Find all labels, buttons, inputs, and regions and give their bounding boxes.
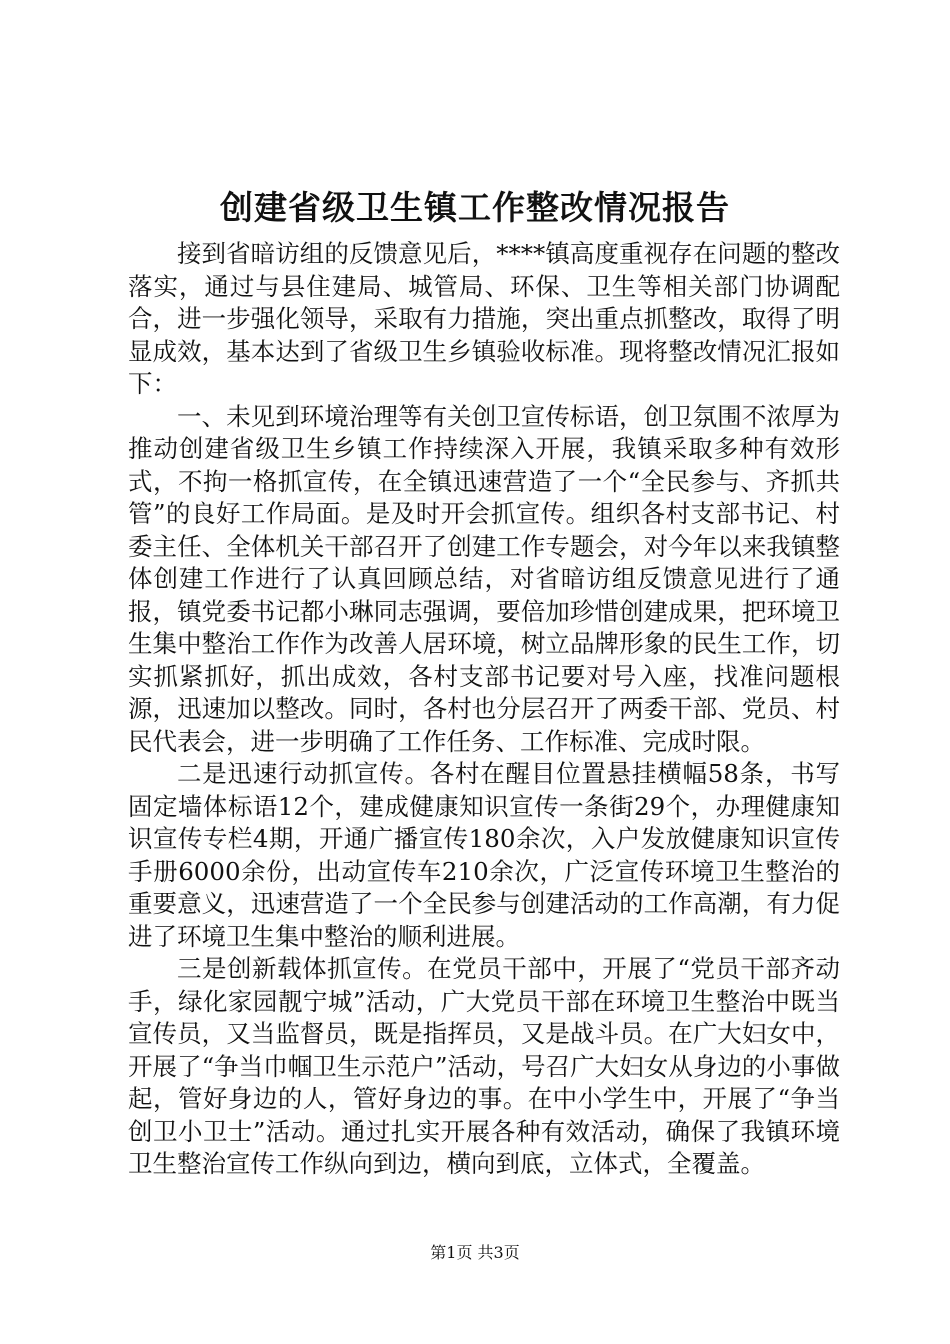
- paragraph-intro: 接到省暗访组的反馈意见后，****镇高度重视存在问题的整改落实，通过与县住建局、城管局、环保、卫生等相关部门协调配合，进一步强化领导，采取有力措施，突出重点抓整改，取得了明显成效，基本达到了省级卫生乡镇验收标准。现将整改情况汇报如下：: [128, 239, 840, 398]
- paragraph-section-three: 三是创新载体抓宣传。在党员干部中，开展了“党员干部齐动手，绿化家园靓宁城”活动，广大党员干部在环境卫生整治中既当宣传员，又当监督员，既是指挥员，又是战斗员。在广大妇女中，开展了“争当巾帼卫生示范户”活动，号召广大妇女从身边的小事做起，管好身边的人，管好身边的事。在中小学生中，开展了“争当创卫小卫士”活动。通过扎实开展各种有效活动，确保了我镇环境卫生整治宣传工作纵向到边，横向到底，立体式，全覆盖。: [128, 954, 840, 1178]
- page-number-footer: 第1页 共3页: [430, 1243, 520, 1262]
- document-body: [128, 238, 840, 1181]
- paragraph-section-one: 一、未见到环境治理等有关创卫宣传标语，创卫氛围不浓厚为推动创建省级卫生乡镇工作持续深入开展，我镇采取多种有效形式，不拘一格抓宣传，在全镇迅速营造了一个“全民参与、齐抓共管”的良好工作局面。是及时开会抓宣传。组织各村支部书记、村委主任、全体机关干部召开了创建工作专题会，对今年以来我镇整体创建工作进行了认真回顾总结，对省暗访组反馈意见进行了通报，镇党委书记都小琳同志强调，要倍加珍惜创建成果，把环境卫生集中整治工作作为改善人居环境，树立品牌形象的民生工作，切实抓紧抓好，抓出成效，各村支部书记要对号入座，找准问题根源，迅速加以整改。同时，各村也分层召开了两委干部、党员、村民代表会，进一步明确了工作任务、工作标准、完成时限。: [128, 401, 840, 756]
- document-title: 创建省级卫生镇工作整改情况报告: [220, 188, 730, 227]
- paragraph-section-two: 二是迅速行动抓宣传。各村在醒目位置悬挂横幅58条，书写固定墙体标语12个，建成健康知识宣传一条街29个，办理健康知识宣传专栏4期，开通广播宣传180余次，入户发放健康知识宣传手册6000余份，出动宣传车210余次，广泛宣传环境卫生整治的重要意义，迅速营造了一个全民参与创建活动的工作高潮，有力促进了环境卫生集中整治的顺利进展。: [128, 759, 840, 951]
